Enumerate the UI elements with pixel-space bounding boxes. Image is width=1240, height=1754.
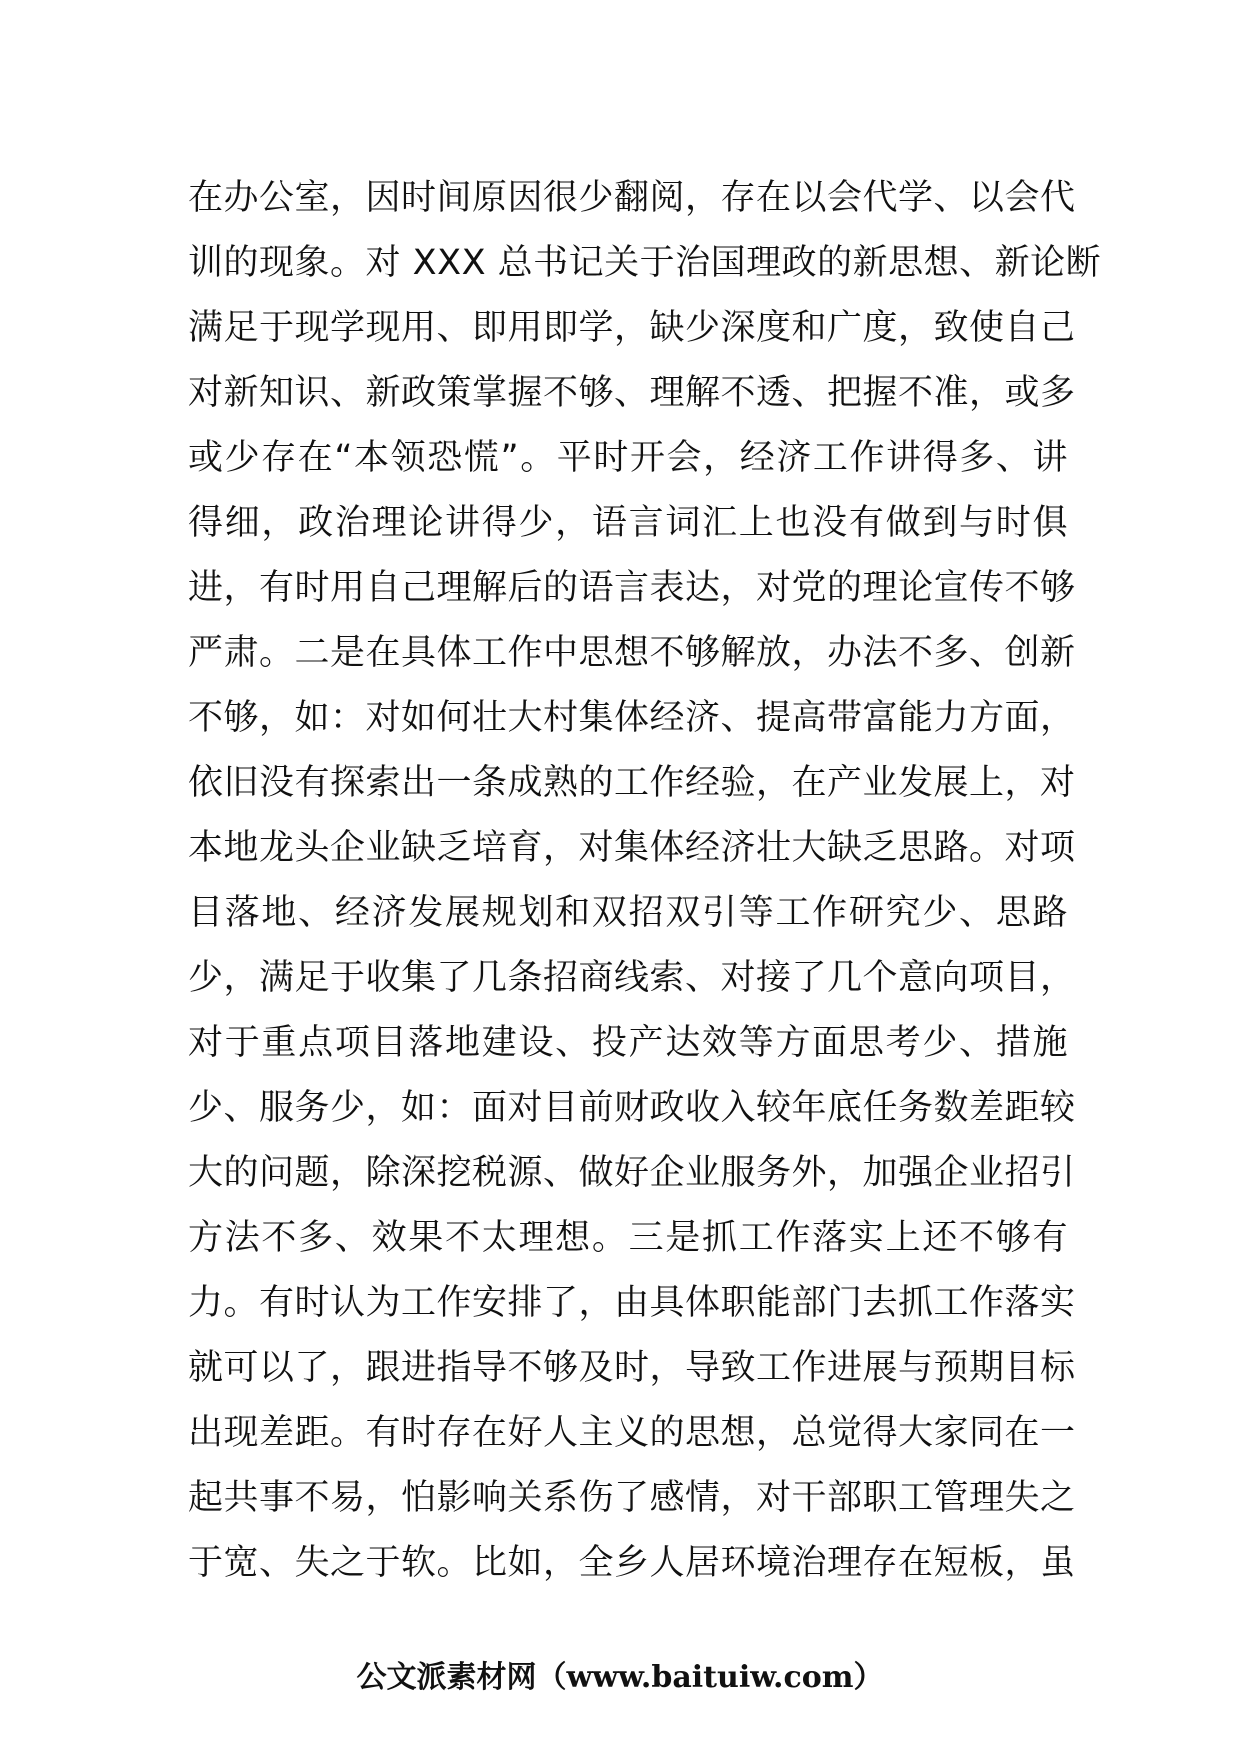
text-line: 起共事不易，怕影响关系伤了感情，对干部职工管理失之	[188, 1478, 1076, 1518]
text-line: 依旧没有探索出一条成熟的工作经验，在产业发展上，对	[188, 763, 1076, 803]
text-line: 严肃。二是在具体工作中思想不够解放，办法不多、创新	[188, 633, 1076, 673]
text-line: 进，有时用自己理解后的语言表达，对党的理论宣传不够	[188, 568, 1076, 608]
text-line: 训的现象。对 XXX 总书记关于治国理政的新思想、新论断	[188, 243, 1102, 283]
text-line: 或少存在“本领恐慌”。平时开会，经济工作讲得多、讲	[188, 438, 1068, 478]
text-line: 对新知识、新政策掌握不够、理解不透、把握不准，或多	[188, 373, 1076, 413]
text-line: 得细，政治理论讲得少，语言词汇上也没有做到与时俱	[188, 503, 1068, 543]
text-line: 对于重点项目落地建设、投产达效等方面思考少、措施	[188, 1023, 1068, 1063]
page-footer: 公文派素材网（www.baituiw.com）	[356, 1660, 884, 1695]
text-line: 满足于现学现用、即用即学，缺少深度和广度，致使自己	[188, 308, 1076, 348]
text-line: 出现差距。有时存在好人主义的思想，总觉得大家同在一	[188, 1413, 1076, 1453]
body-text	[188, 166, 1102, 1596]
text-line: 少，满足于收集了几条招商线索、对接了几个意向项目，	[188, 958, 1076, 998]
text-line: 就可以了，跟进指导不够及时，导致工作进展与预期目标	[188, 1348, 1076, 1388]
text-line: 于宽、失之于软。比如，全乡人居环境治理存在短板，虽	[188, 1543, 1076, 1583]
text-line: 在办公室，因时间原因很少翻阅，存在以会代学、以会代	[188, 178, 1076, 218]
text-line: 本地龙头企业缺乏培育，对集体经济壮大缺乏思路。对项	[188, 828, 1076, 868]
text-line: 目落地、经济发展规划和双招双引等工作研究少、思路	[188, 893, 1068, 933]
text-line: 方法不多、效果不太理想。三是抓工作落实上还不够有	[188, 1218, 1068, 1258]
text-line: 大的问题，除深挖税源、做好企业服务外，加强企业招引	[188, 1153, 1076, 1193]
text-line: 力。有时认为工作安排了，由具体职能部门去抓工作落实	[188, 1283, 1076, 1323]
text-line: 少、服务少，如：面对目前财政收入较年底任务数差距较	[188, 1088, 1076, 1128]
text-line: 不够，如：对如何壮大村集体经济、提高带富能力方面，	[188, 698, 1076, 738]
